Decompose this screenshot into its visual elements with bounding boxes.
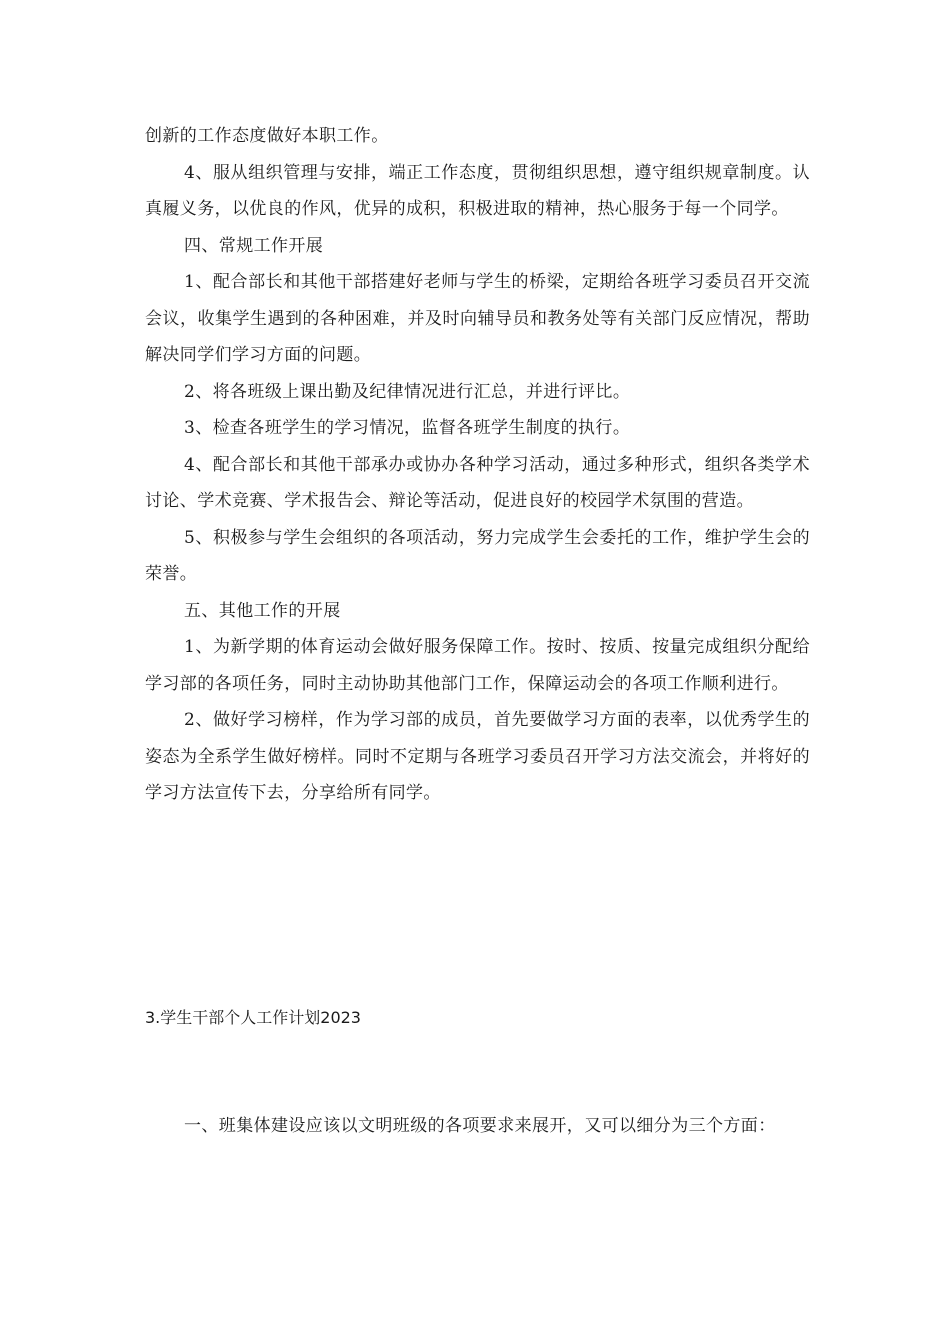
paragraph-routine-5: 5、积极参与学生会组织的各项活动，努力完成学生会委托的工作，维护学生会的荣誉。 — [145, 527, 810, 584]
body-text — [145, 118, 810, 812]
paragraph-continuation: 创新的工作态度做好本职工作。 — [145, 126, 389, 146]
subheading-other-work: 五、其他工作的开展 — [184, 600, 341, 621]
paragraph-class-building: 一、班集体建设应该以文明班级的各项要求来展开，又可以细分为三个方面： — [184, 1116, 776, 1136]
paragraph-other-1: 1、为新学期的体育运动会做好服务保障工作。按时、按质、按量完成组织分配给学习部的各项任务，同时主动协助其他部门工作，保障运动会的各项工作顺利进行。 — [145, 637, 810, 694]
section-heading: 3.学生干部个人工作计划2023 — [145, 1008, 361, 1027]
section-heading-block — [145, 1000, 810, 1036]
subheading-routine-work: 四、常规工作开展 — [184, 235, 324, 256]
paragraph-routine-1: 1、配合部长和其他干部搭建好老师与学生的桥梁，定期给各班学习委员召开交流会议，收集学生遇到的各种困难，并及时向辅导员和教务处等有关部门反应情况，帮助解决同学们学习方面的问题。 — [145, 272, 810, 365]
paragraph-other-2: 2、做好学习榜样，作为学习部的成员，首先要做学习方面的表率，以优秀学生的姿态为全系学生做好榜样。同时不定期与各班学习委员召开学习方法交流会，并将好的学习方法宣传下去，分享给所有同学。 — [145, 710, 810, 803]
paragraph-item-4-obey: 4、服从组织管理与安排，端正工作态度，贯彻组织思想，遵守组织规章制度。认真履义务，以优良的作风，优异的成积，积极进取的精神，热心服务于每一个同学。 — [145, 162, 810, 219]
section-body — [145, 1108, 810, 1145]
paragraph-routine-2: 2、将各班级上课出勤及纪律情况进行汇总，并进行评比。 — [184, 381, 631, 402]
paragraph-routine-4: 4、配合部长和其他干部承办或协办各种学习活动，通过多种形式，组织各类学术讨论、学术竞赛、学术报告会、辩论等活动，促进良好的校园学术氛围的营造。 — [145, 454, 810, 511]
paragraph-routine-3: 3、检查各班学生的学习情况，监督各班学生制度的执行。 — [184, 418, 631, 438]
